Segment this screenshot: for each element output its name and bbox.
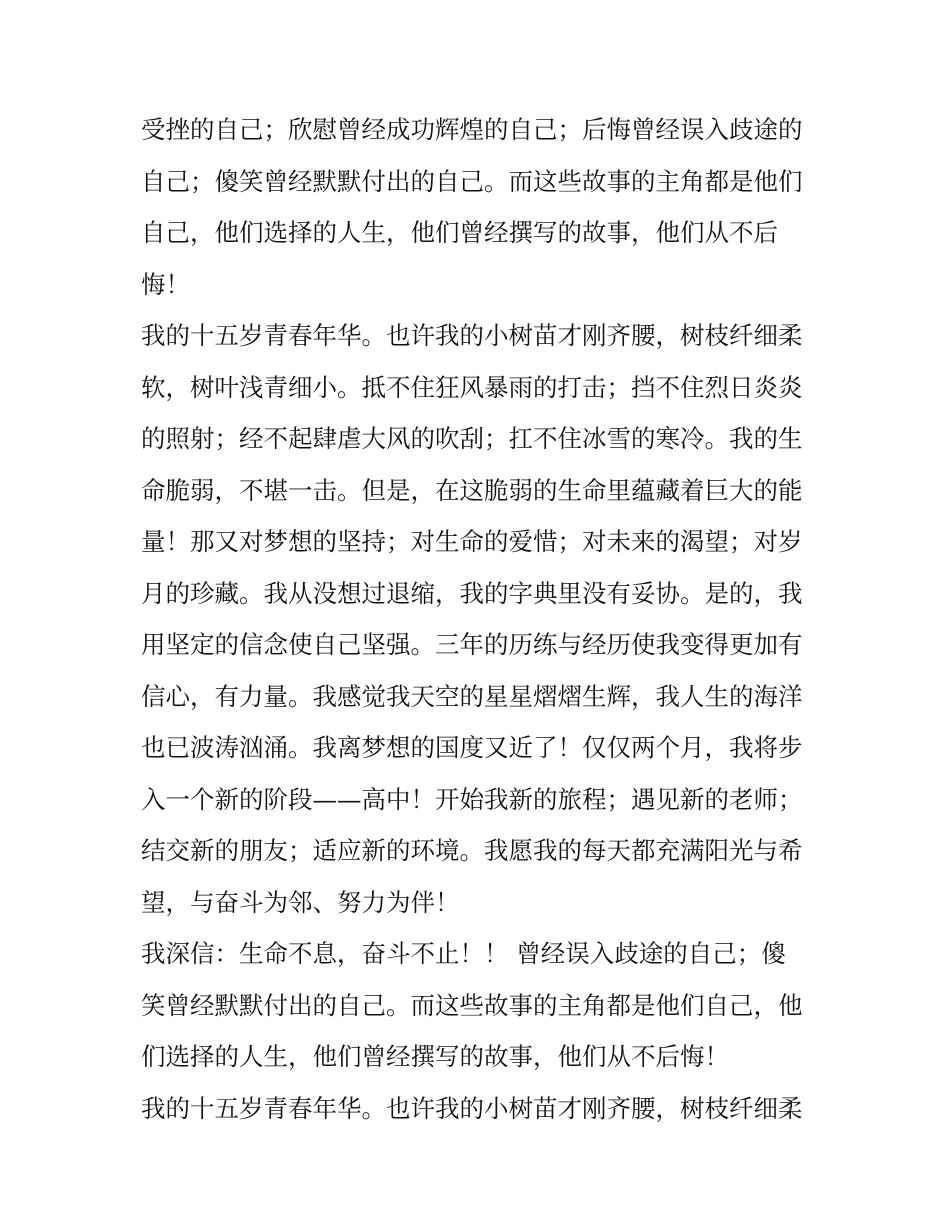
- text-line: 我深信：生命不息，奋斗不止！！ 曾经误入歧途的自己；傻: [141, 939, 786, 968]
- text-line: 也已波涛汹涌。我离梦想的国度又近了！仅仅两个月，我将步: [141, 733, 803, 762]
- text-line: 悔！: [141, 269, 190, 299]
- text-line: 的照射；经不起肆虐大风的吹刮；扛不住冰雪的寒冷。我的生: [141, 424, 803, 453]
- text-line: 命脆弱，不堪一击。但是，在这脆弱的生命里蕴藏着巨大的能: [141, 475, 803, 505]
- text-line: 我的十五岁青春年华。也许我的小树苗才刚齐腰，树枝纤细柔: [141, 1093, 803, 1123]
- text-line: 结交新的朋友；适应新的环境。我愿我的每天都充满阳光与希: [141, 836, 803, 865]
- text-line: 自己，他们选择的人生，他们曾经撰写的故事，他们从不后: [141, 218, 778, 247]
- text-line: 受挫的自己；欣慰曾经成功辉煌的自己；后悔曾经误入歧途的: [141, 115, 803, 144]
- text-line: 自己；傻笑曾经默默付出的自己。而这些故事的主角都是他们: [141, 166, 803, 196]
- text-line: 用坚定的信念使自己坚强。三年的历练与经历使我变得更加有: [141, 630, 803, 659]
- text-line: 望，与奋斗为邻、努力为伴！: [141, 887, 460, 917]
- document-body: [141, 104, 821, 1134]
- text-line: 我的十五岁青春年华。也许我的小树苗才刚齐腰，树枝纤细柔: [141, 321, 803, 350]
- text-line: 入一个新的阶段——高中！开始我新的旅程；遇见新的老师；: [141, 784, 803, 814]
- text-line: 量！那又对梦想的坚持；对生命的爱惜；对未来的渴望；对岁: [141, 527, 803, 556]
- text-line: 软，树叶浅青细小。抵不住狂风暴雨的打击；挡不住烈日炎炎: [141, 372, 803, 402]
- text-line: 笑曾经默默付出的自己。而这些故事的主角都是他们自己，他: [141, 990, 803, 1020]
- text-line: 月的珍藏。我从没想过退缩，我的字典里没有妥协。是的，我: [141, 578, 803, 608]
- text-line: 信心，有力量。我感觉我天空的星星熠熠生辉，我人生的海洋: [141, 681, 803, 711]
- text-line: 们选择的人生，他们曾经撰写的故事，他们从不后悔！: [141, 1042, 729, 1071]
